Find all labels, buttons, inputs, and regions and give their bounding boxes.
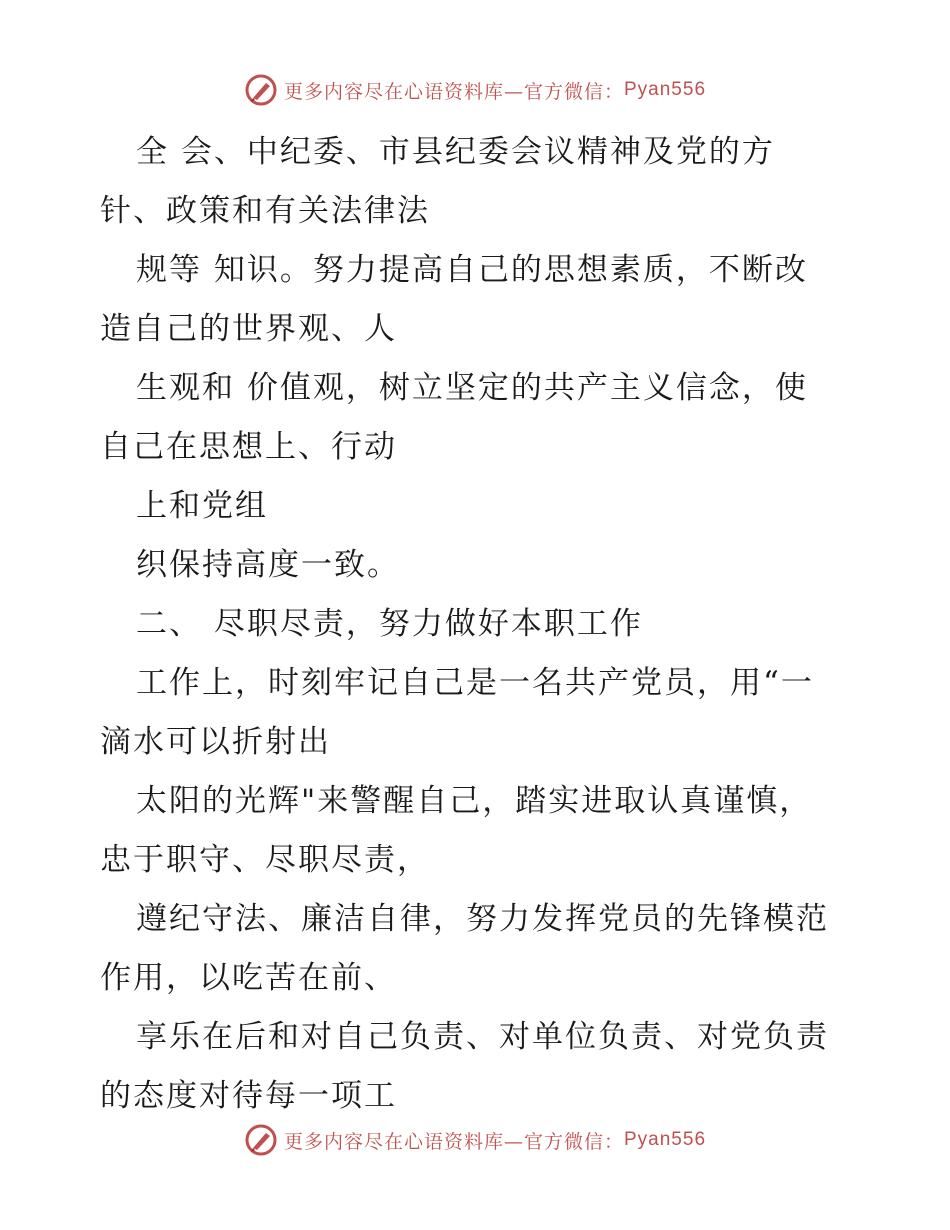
text-line: 滴水可以折射出 bbox=[100, 724, 331, 760]
text-line: 二、 尽职尽责，努力做好本职工作 bbox=[136, 606, 643, 642]
text-line: 自己在思想上、行动 bbox=[100, 429, 397, 465]
watermark-text: 更多内容尽在心语资料库—官方微信： bbox=[283, 80, 624, 103]
text-line: 规等 知识。努力提高自己的思想素质，不断改 bbox=[136, 252, 808, 288]
text-line: 织保持高度一致。 bbox=[136, 547, 400, 583]
watermark-text: 更多内容尽在心语资料库—官方微信： bbox=[283, 1130, 624, 1153]
watermark-account: Pyan556 bbox=[624, 1129, 707, 1150]
document-body bbox=[100, 123, 860, 1126]
header-watermark bbox=[0, 70, 950, 110]
pen-logo-icon bbox=[244, 73, 278, 107]
text-line: 太阳的光辉"来警醒自己，踏实进取认真谨慎， bbox=[136, 783, 813, 819]
text-line: 造自己的世界观、人 bbox=[100, 311, 397, 347]
text-line: 全 会、中纪委、市县纪委会议精神及党的方 bbox=[136, 134, 775, 170]
text-line: 忠于职守、尽职尽责， bbox=[100, 842, 430, 878]
text-line: 生观和 价值观，树立坚定的共产主义信念，使 bbox=[136, 370, 808, 406]
text-line: 针、政策和有关法律法 bbox=[100, 193, 430, 229]
text-line: 作用，以吃苦在前、 bbox=[100, 960, 397, 996]
watermark-account: Pyan556 bbox=[624, 79, 707, 100]
text-line: 享乐在后和对自己负责、对单位负责、对党负责 bbox=[136, 1019, 829, 1055]
pen-logo-icon bbox=[244, 1123, 278, 1157]
text-line: 的态度对待每一项工 bbox=[100, 1078, 397, 1114]
text-line: 遵纪守法、廉洁自律，努力发挥党员的先锋模范 bbox=[136, 901, 829, 937]
text-line: 上和党组 bbox=[136, 488, 268, 524]
text-line: 工作上，时刻牢记自己是一名共产党员，用“一 bbox=[136, 665, 814, 701]
footer-watermark bbox=[0, 1120, 950, 1160]
